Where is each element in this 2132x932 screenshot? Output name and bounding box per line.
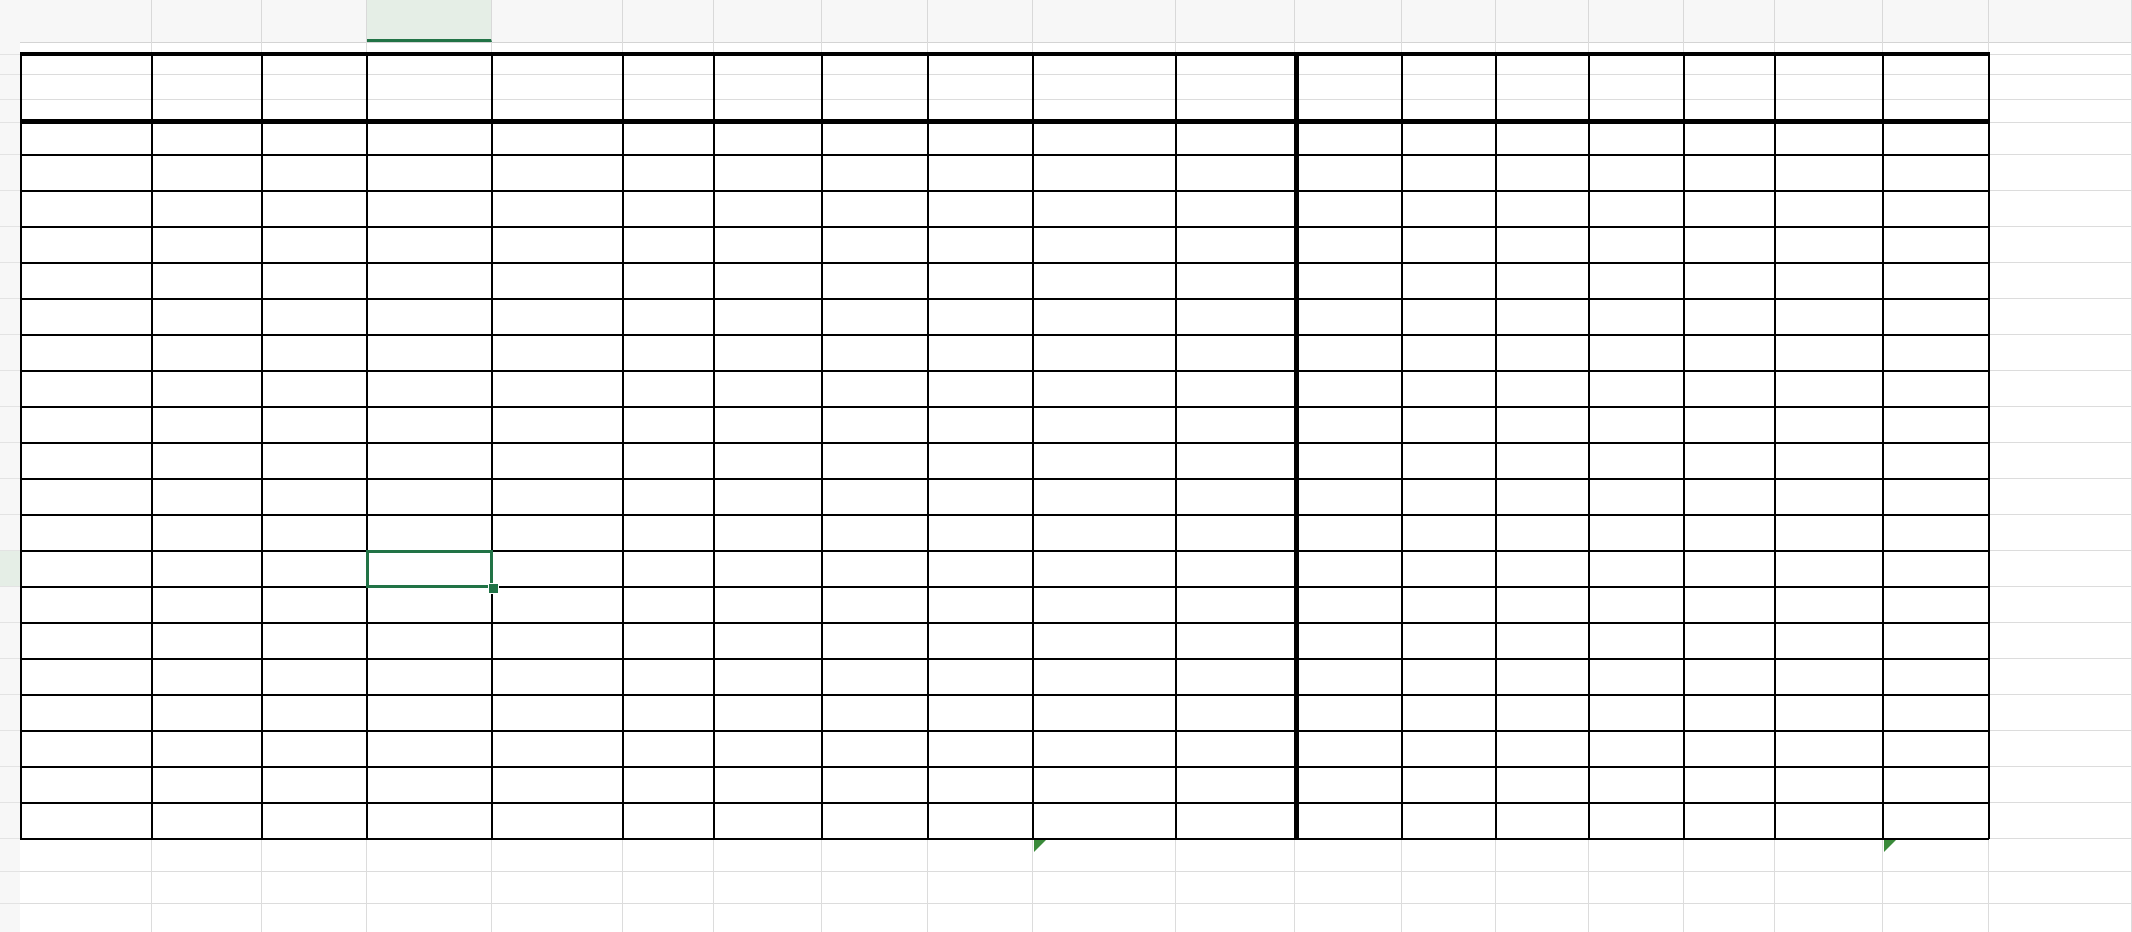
subtotal-k[interactable] bbox=[1176, 803, 1295, 839]
cell-l11[interactable] bbox=[1295, 335, 1402, 371]
row-header-9[interactable] bbox=[0, 263, 20, 299]
cell-r10[interactable] bbox=[1883, 299, 1989, 335]
row-border bbox=[20, 658, 1989, 660]
gridline-row bbox=[20, 514, 2132, 515]
gridline-row bbox=[20, 766, 2132, 767]
gridline-row bbox=[20, 406, 2132, 407]
row-border bbox=[20, 802, 1989, 804]
subtotal-label[interactable] bbox=[20, 803, 152, 839]
cell-a10[interactable] bbox=[20, 299, 152, 335]
liabilities-label bbox=[1176, 44, 1186, 68]
cell-b14[interactable] bbox=[152, 443, 262, 479]
cell-b5[interactable] bbox=[152, 123, 262, 155]
cell-s13[interactable] bbox=[1989, 407, 2132, 443]
subtotal-r[interactable] bbox=[1883, 803, 1989, 839]
cell-b7[interactable] bbox=[152, 191, 262, 227]
row-border bbox=[20, 298, 1989, 300]
row-header-17[interactable] bbox=[0, 551, 20, 587]
equals-sign bbox=[1033, 44, 1176, 68]
cell-c6[interactable] bbox=[262, 155, 367, 191]
cell-d13[interactable] bbox=[367, 407, 492, 443]
column-border bbox=[1588, 52, 1590, 839]
row-header-26[interactable] bbox=[0, 872, 20, 904]
column-header-f[interactable] bbox=[623, 0, 714, 42]
cell-s16[interactable] bbox=[1989, 515, 2132, 551]
row-header-16[interactable] bbox=[0, 515, 20, 551]
total-j[interactable] bbox=[1033, 839, 1176, 872]
column-header-q[interactable] bbox=[1775, 0, 1883, 42]
cell-b9[interactable] bbox=[152, 263, 262, 299]
gridline-row bbox=[20, 99, 2132, 100]
cell-a18[interactable] bbox=[20, 587, 152, 623]
header-o-line1[interactable] bbox=[1589, 74, 1684, 100]
column-header-d[interactable] bbox=[367, 0, 492, 42]
cell-a14[interactable] bbox=[20, 443, 152, 479]
row-header-19[interactable] bbox=[0, 623, 20, 659]
subtotal-e[interactable] bbox=[492, 803, 623, 839]
column-border bbox=[1495, 52, 1497, 839]
row-header-13[interactable] bbox=[0, 407, 20, 443]
cell-b19[interactable] bbox=[152, 623, 262, 659]
cell-c10[interactable] bbox=[262, 299, 367, 335]
column-header-bar bbox=[0, 0, 2132, 43]
row-border bbox=[20, 154, 1989, 156]
header-m-line1[interactable] bbox=[1402, 74, 1496, 100]
plus-sign bbox=[1684, 44, 1775, 68]
column-border bbox=[1032, 52, 1034, 839]
cell-b10[interactable] bbox=[152, 299, 262, 335]
row-border bbox=[20, 478, 1989, 480]
cell-b17[interactable] bbox=[152, 551, 262, 587]
column-header-p[interactable] bbox=[1684, 0, 1775, 42]
gridline-row bbox=[20, 871, 2132, 872]
row-header-25[interactable] bbox=[0, 839, 20, 872]
subtotal-l[interactable] bbox=[1295, 803, 1402, 839]
gridline-row bbox=[20, 122, 2132, 123]
column-header-n[interactable] bbox=[1496, 0, 1589, 42]
header-k-line2[interactable] bbox=[1176, 100, 1295, 126]
cell-r12[interactable] bbox=[1883, 371, 1989, 407]
gridline-col bbox=[366, 42, 367, 932]
gridline-row bbox=[20, 802, 2132, 803]
cell-a15[interactable] bbox=[20, 479, 152, 515]
column-header-r[interactable] bbox=[1883, 0, 1989, 42]
cell-b13[interactable] bbox=[152, 407, 262, 443]
row-header-14[interactable] bbox=[0, 443, 20, 479]
header-bottom-border bbox=[20, 119, 1989, 124]
subtotal-q[interactable] bbox=[1775, 803, 1883, 839]
gridline-row bbox=[20, 262, 2132, 263]
cell-a7[interactable] bbox=[20, 191, 152, 227]
gridline-col bbox=[1294, 42, 1295, 932]
row-border bbox=[20, 370, 1989, 372]
gridline-col bbox=[1683, 42, 1684, 932]
gridline-col bbox=[491, 42, 492, 932]
column-border bbox=[622, 52, 624, 839]
gridline-col bbox=[1774, 42, 1775, 932]
header-i-line1[interactable] bbox=[928, 74, 1033, 100]
cell-h6[interactable] bbox=[822, 155, 928, 191]
header-d-line1[interactable] bbox=[367, 74, 492, 100]
subtotal-i[interactable] bbox=[928, 803, 1033, 839]
column-header-i[interactable] bbox=[928, 0, 1033, 42]
header-e-line2[interactable] bbox=[492, 100, 623, 126]
gridline-row bbox=[20, 730, 2132, 731]
row-border bbox=[20, 766, 1989, 768]
cell-a11[interactable] bbox=[20, 335, 152, 371]
cell-i8[interactable] bbox=[928, 227, 1033, 263]
row-border bbox=[20, 334, 1989, 336]
row-header-24[interactable] bbox=[0, 803, 20, 839]
column-border bbox=[1175, 52, 1177, 839]
cell-a9[interactable] bbox=[20, 263, 152, 299]
cell-o17[interactable] bbox=[1589, 551, 1684, 587]
row-border bbox=[20, 226, 1989, 228]
header-b-line1[interactable] bbox=[152, 74, 262, 100]
header-g-line1[interactable] bbox=[714, 74, 822, 100]
gridline-col bbox=[1175, 42, 1176, 932]
gridline-row bbox=[20, 478, 2132, 479]
cell-a16[interactable] bbox=[20, 515, 152, 551]
cell-a8[interactable] bbox=[20, 227, 152, 263]
gridline-row bbox=[20, 694, 2132, 695]
column-border bbox=[1988, 52, 1990, 839]
row-border bbox=[20, 514, 1989, 516]
balance-check[interactable] bbox=[20, 839, 152, 872]
row-border bbox=[20, 262, 1989, 264]
gridline-row bbox=[20, 226, 2132, 227]
column-border bbox=[1683, 52, 1685, 839]
column-border bbox=[927, 52, 929, 839]
row-border bbox=[20, 550, 1989, 552]
cell-c12[interactable] bbox=[262, 371, 367, 407]
column-border bbox=[1774, 52, 1776, 839]
header-h-line1[interactable] bbox=[822, 74, 928, 100]
column-border bbox=[20, 52, 22, 839]
column-header-h[interactable] bbox=[822, 0, 928, 42]
header-n-line1[interactable] bbox=[1496, 74, 1589, 100]
assets-label bbox=[262, 44, 272, 68]
column-border bbox=[1401, 52, 1403, 839]
header-g-line2[interactable] bbox=[714, 100, 822, 126]
header-m-line2[interactable] bbox=[1402, 100, 1496, 126]
gridline-col bbox=[1495, 42, 1496, 932]
row-border bbox=[20, 694, 1989, 696]
header-j-line1[interactable] bbox=[1033, 74, 1176, 100]
subtotal-h[interactable] bbox=[822, 803, 928, 839]
cell-f18[interactable] bbox=[623, 587, 714, 623]
cell-a17[interactable] bbox=[20, 551, 152, 587]
gridline-row bbox=[20, 903, 2132, 904]
gridline-row bbox=[20, 370, 2132, 371]
cell-b16[interactable] bbox=[152, 515, 262, 551]
header-s-line3[interactable] bbox=[1989, 126, 2132, 152]
subtotal-p[interactable] bbox=[1684, 803, 1775, 839]
header-a-line1[interactable] bbox=[20, 74, 152, 100]
cell-s15[interactable] bbox=[1989, 479, 2132, 515]
header-n-line2[interactable] bbox=[1496, 100, 1589, 126]
column-border bbox=[261, 52, 263, 839]
column-border bbox=[713, 52, 715, 839]
cell-s14[interactable] bbox=[1989, 443, 2132, 479]
header-o-line2[interactable] bbox=[1589, 100, 1684, 126]
comment-indicator-icon bbox=[1884, 840, 1896, 852]
row-header-10[interactable] bbox=[0, 299, 20, 335]
row-header-5[interactable] bbox=[0, 123, 20, 155]
row-border bbox=[20, 838, 1989, 840]
cell-s10[interactable] bbox=[1989, 299, 2132, 335]
cell-s12[interactable] bbox=[1989, 371, 2132, 407]
column-header-c[interactable] bbox=[262, 0, 367, 42]
header-e-line3[interactable] bbox=[492, 126, 623, 152]
cell-b15[interactable] bbox=[152, 479, 262, 515]
cell-s19[interactable] bbox=[1989, 623, 2132, 659]
row-header-1[interactable] bbox=[0, 42, 20, 55]
gridline-col bbox=[151, 42, 152, 932]
row-header-11[interactable] bbox=[0, 335, 20, 371]
gridline-row bbox=[20, 54, 2132, 55]
cell-r18[interactable] bbox=[1883, 587, 1989, 623]
header-f-line1[interactable] bbox=[623, 74, 714, 100]
cell-a6[interactable] bbox=[20, 155, 152, 191]
column-header-e[interactable] bbox=[492, 0, 623, 42]
cell-f9[interactable] bbox=[623, 263, 714, 299]
subtotal-o[interactable] bbox=[1589, 803, 1684, 839]
column-header-s[interactable] bbox=[1989, 0, 2132, 42]
gridline-row bbox=[20, 298, 2132, 299]
row-border bbox=[20, 730, 1989, 732]
cell-q5[interactable] bbox=[1775, 123, 1883, 155]
cell-r16[interactable] bbox=[1883, 515, 1989, 551]
header-q-line1[interactable] bbox=[1775, 74, 1883, 100]
column-border bbox=[821, 52, 823, 839]
subtotal-g[interactable] bbox=[714, 803, 822, 839]
cell-b8[interactable] bbox=[152, 227, 262, 263]
header-r-line2[interactable] bbox=[1883, 100, 1989, 126]
header-top-border bbox=[20, 52, 1989, 56]
cell-a19[interactable] bbox=[20, 623, 152, 659]
row-header-6[interactable] bbox=[0, 155, 20, 191]
row-header-bar bbox=[0, 42, 20, 932]
gridline-row bbox=[20, 190, 2132, 191]
column-header-b[interactable] bbox=[152, 0, 262, 42]
cell-s17[interactable] bbox=[1989, 551, 2132, 587]
header-l-line2[interactable] bbox=[1295, 100, 1402, 126]
header-k-line1[interactable] bbox=[1176, 74, 1295, 100]
cell-b6[interactable] bbox=[152, 155, 262, 191]
cell-b12[interactable] bbox=[152, 371, 262, 407]
column-header-a[interactable] bbox=[20, 0, 152, 42]
cell-r14[interactable] bbox=[1883, 443, 1989, 479]
gridline-col bbox=[1882, 42, 1883, 932]
gridline-col bbox=[821, 42, 822, 932]
row-header-3[interactable] bbox=[0, 75, 20, 100]
gridline-row bbox=[20, 442, 2132, 443]
gridline-col bbox=[713, 42, 714, 932]
cell-c5[interactable] bbox=[262, 123, 367, 155]
row-border bbox=[20, 442, 1989, 444]
subtotal-d[interactable] bbox=[367, 803, 492, 839]
selected-cell-d17[interactable] bbox=[366, 550, 493, 588]
cell-a12[interactable] bbox=[20, 371, 152, 407]
gridline-row bbox=[20, 550, 2132, 551]
cell-c7[interactable] bbox=[262, 191, 367, 227]
header-p-line1[interactable] bbox=[1684, 74, 1775, 100]
row-border bbox=[20, 190, 1989, 192]
gridline-row bbox=[20, 154, 2132, 155]
gridline-col bbox=[622, 42, 623, 932]
gridline-col bbox=[1401, 42, 1402, 932]
row-header-23[interactable] bbox=[0, 767, 20, 803]
cell-b11[interactable] bbox=[152, 335, 262, 371]
row-header-7[interactable] bbox=[0, 191, 20, 227]
gridline-col bbox=[1588, 42, 1589, 932]
cell-r15[interactable] bbox=[1883, 479, 1989, 515]
header-e-line1[interactable] bbox=[492, 74, 623, 100]
row-header-15[interactable] bbox=[0, 479, 20, 515]
subtotal-n[interactable] bbox=[1496, 803, 1589, 839]
cell-r17[interactable] bbox=[1883, 551, 1989, 587]
liabilities-divider bbox=[1294, 52, 1299, 839]
cell-s6[interactable] bbox=[1989, 155, 2132, 191]
column-border bbox=[366, 52, 368, 839]
header-q-line2[interactable] bbox=[1775, 100, 1883, 126]
row-header-4[interactable] bbox=[0, 100, 20, 123]
subtotal-m[interactable] bbox=[1402, 803, 1496, 839]
cell-a13[interactable] bbox=[20, 407, 152, 443]
column-header-j[interactable] bbox=[1033, 0, 1176, 42]
row-header-20[interactable] bbox=[0, 659, 20, 695]
cell-j15[interactable] bbox=[1033, 479, 1176, 515]
cell-g7[interactable] bbox=[714, 191, 822, 227]
column-border bbox=[151, 52, 153, 839]
gridline-col bbox=[1988, 42, 1989, 932]
comment-indicator-icon bbox=[1034, 840, 1046, 852]
row-header-18[interactable] bbox=[0, 587, 20, 623]
cell-s18[interactable] bbox=[1989, 587, 2132, 623]
column-header-k[interactable] bbox=[1176, 0, 1295, 42]
gridline-row bbox=[20, 334, 2132, 335]
row-header-8[interactable] bbox=[0, 227, 20, 263]
gridline-row bbox=[20, 658, 2132, 659]
fill-handle[interactable] bbox=[488, 583, 499, 594]
header-l-line1[interactable] bbox=[1295, 74, 1402, 100]
column-header-g[interactable] bbox=[714, 0, 822, 42]
header-j-line2[interactable] bbox=[1033, 100, 1176, 126]
column-border bbox=[1882, 52, 1884, 839]
header-c-line1[interactable] bbox=[262, 74, 367, 100]
cell-e14[interactable] bbox=[492, 443, 623, 479]
row-border bbox=[20, 406, 1989, 408]
column-header-l[interactable] bbox=[1295, 0, 1402, 42]
cell-c8[interactable] bbox=[262, 227, 367, 263]
column-header-o[interactable] bbox=[1589, 0, 1684, 42]
gridline-row bbox=[20, 586, 2132, 587]
subtotal-j[interactable] bbox=[1033, 803, 1176, 839]
total-r[interactable] bbox=[1883, 839, 1989, 872]
subtotal-c[interactable] bbox=[262, 803, 367, 839]
row-header-2[interactable] bbox=[0, 55, 20, 75]
gridline-col bbox=[1032, 42, 1033, 932]
header-p-line2[interactable] bbox=[1684, 100, 1775, 126]
row-border bbox=[20, 622, 1989, 624]
header-d-line2[interactable] bbox=[367, 100, 492, 126]
cell-b18[interactable] bbox=[152, 587, 262, 623]
subtotal-f[interactable] bbox=[623, 803, 714, 839]
cell-a5[interactable] bbox=[20, 123, 152, 155]
column-header-m[interactable] bbox=[1402, 0, 1496, 42]
cell-r13[interactable] bbox=[1883, 407, 1989, 443]
column-border bbox=[491, 52, 493, 839]
cell-o19[interactable] bbox=[1589, 623, 1684, 659]
cell-k9[interactable] bbox=[1176, 263, 1295, 299]
gridline-col bbox=[927, 42, 928, 932]
cell-r19[interactable] bbox=[1883, 623, 1989, 659]
gridline-col bbox=[261, 42, 262, 932]
cell-g16[interactable] bbox=[714, 515, 822, 551]
cell-r6[interactable] bbox=[1883, 155, 1989, 191]
header-r-line1[interactable] bbox=[1883, 74, 1989, 100]
row-header-21[interactable] bbox=[0, 695, 20, 731]
row-border bbox=[20, 586, 1989, 588]
gridline-row bbox=[20, 838, 2132, 839]
gridline-row bbox=[20, 74, 2132, 75]
row-header-12[interactable] bbox=[0, 371, 20, 407]
owners-equity-label bbox=[1775, 44, 1785, 68]
row-header-22[interactable] bbox=[0, 731, 20, 767]
cell-c11[interactable] bbox=[262, 335, 367, 371]
gridline-row bbox=[20, 622, 2132, 623]
